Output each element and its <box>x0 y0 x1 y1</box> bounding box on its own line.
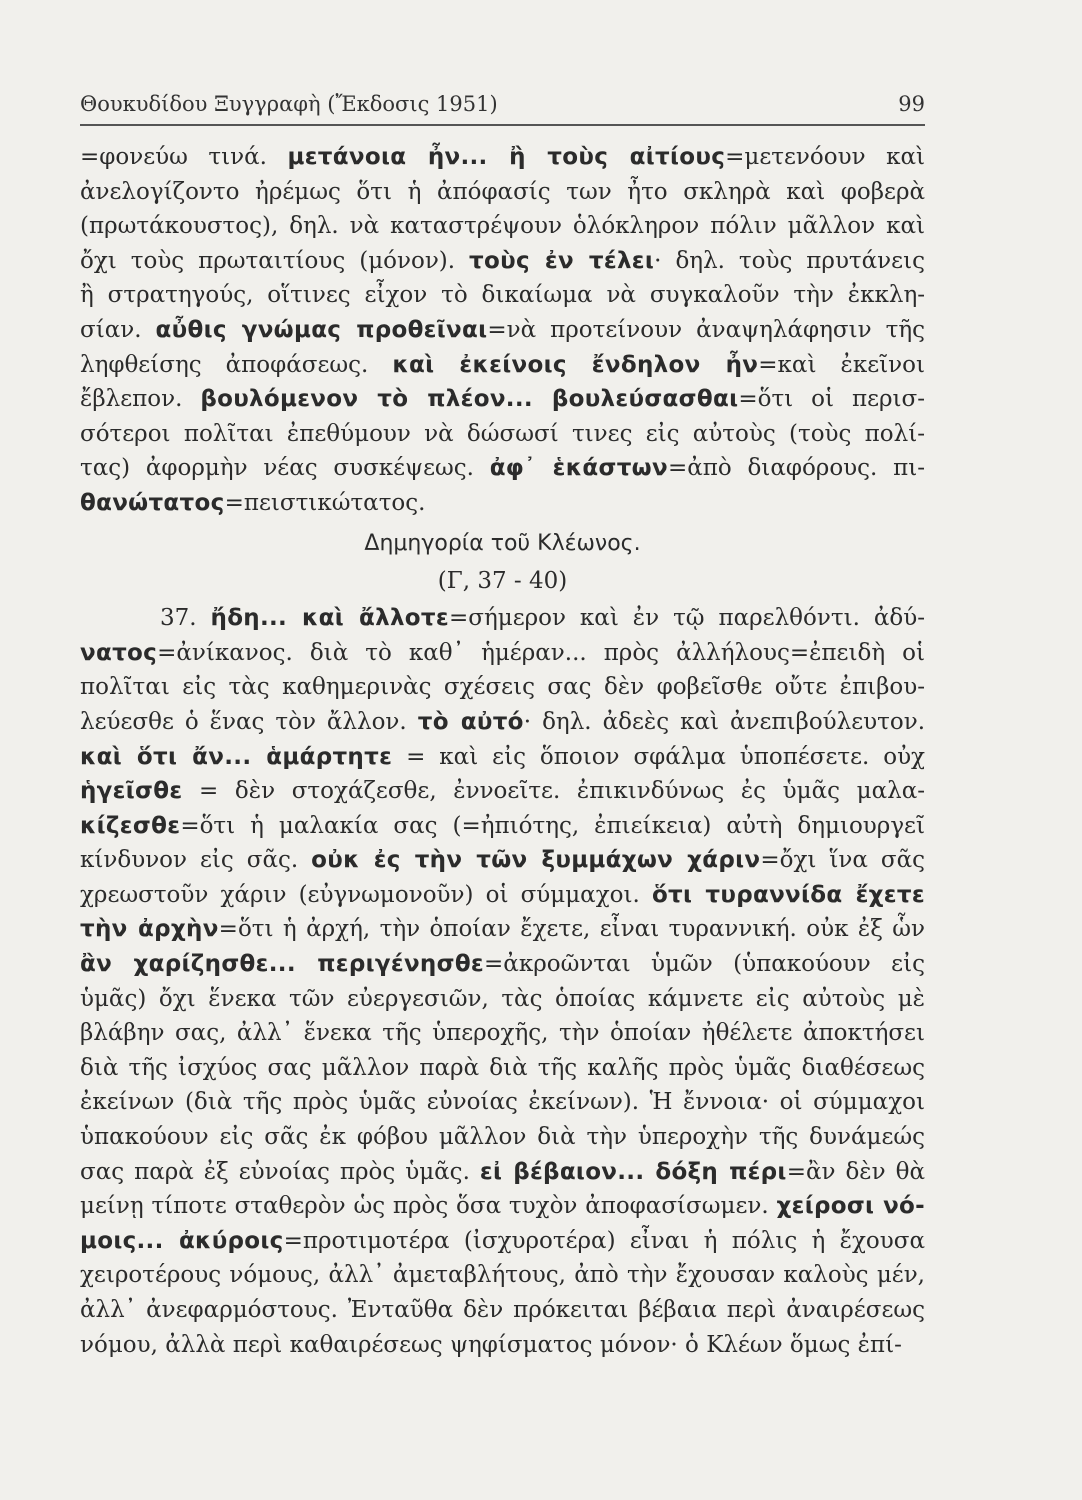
gloss: ἀνελογίζοντο ἠρέμως ὅτι ἡ ἀπόφασίς των ἦτο σκληρὰ καὶ φοβερὰ <box>80 178 925 205</box>
text-line <box>80 740 925 775</box>
lemma: εἰ βέβαιον... δόξη πέρι <box>479 1158 787 1185</box>
section-reference: (Γ, 37 - 40) <box>437 568 568 595</box>
text-line <box>80 1328 925 1363</box>
gloss: ὑμᾶς) ὄχι ἕνεκα τῶν εὐεργεσιῶν, τὰς ὁποίας κάμνετε εἰς αὐτοὺς μὲ <box>80 985 925 1012</box>
text-line <box>80 313 925 348</box>
gloss: =μετενόουν καὶ <box>725 144 925 170</box>
gloss: =ὅτι οἱ περισ- <box>738 386 925 413</box>
text-line <box>80 1293 925 1328</box>
text-line <box>80 601 925 636</box>
gloss: =σήμερον καὶ ἐν τῷ παρελθόντι. ἀδύ- <box>449 605 925 632</box>
lemma: τὸ αὐτό <box>417 708 524 735</box>
text-line <box>80 636 925 671</box>
lemma: αὖθις γνώμας προθεῖναι <box>155 316 488 343</box>
gloss: =νὰ προτείνουν ἀναψηλάφησιν τῆς <box>487 316 925 343</box>
gloss: · δηλ. ἀδεὲς καὶ ἀνεπιβούλευτον. <box>523 708 925 735</box>
gloss: ἀλλ᾽ ἀνεφαρμόστους. Ἐνταῦθα δὲν πρόκειται βέβαια περὶ ἀναιρέσεως <box>80 1297 925 1323</box>
gloss: ἢ στρατηγούς, οἵτινες εἶχον τὸ δικαίωμα νὰ συγκαλοῦν τὴν ἐκκλη- <box>80 282 925 309</box>
text-line <box>80 140 925 175</box>
gloss: νόμου, ἀλλὰ περὶ καθαιρέσεως ψηφίσματος μόνον· ὁ Κλέων ὅμως ἐπί- <box>80 1331 902 1358</box>
gloss: (πρωτάκουστος), δηλ. νὰ καταστρέψουν ὁλόκληρον πόλιν μᾶλλον καὶ <box>80 213 925 240</box>
gloss: μείνῃ τίποτε σταθερὸν ὡς πρὸς ὅσα τυχὸν ἀποφασίσωμεν. <box>80 1193 777 1220</box>
text-line <box>80 1051 925 1086</box>
page-header <box>80 92 925 116</box>
gloss: ὑπακούουν εἰς σᾶς ἐκ φόβου μᾶλλον διὰ τὴν ὑπεροχὴν τῆς δυνάμεώς <box>80 1124 925 1151</box>
gloss: σίαν. <box>80 316 156 343</box>
lemma: χείροσι νό- <box>776 1193 925 1220</box>
gloss: 37. <box>160 605 211 632</box>
text-line <box>80 348 925 383</box>
gloss: · δηλ. τοὺς πρυτάνεις <box>654 247 925 274</box>
lemma: νατος <box>80 639 158 666</box>
text-line <box>80 774 925 809</box>
gloss: =ἀνίκανος. διὰ τὸ καθ᾽ ἡμέραν... πρὸς ἀλλήλους=ἐπειδὴ οἱ <box>157 639 925 666</box>
paragraph-commentary-1 <box>80 140 925 521</box>
gloss: = καὶ εἰς ὅποιον σφάλμα ὑποπέσετε. οὐχ <box>392 743 925 770</box>
lemma: ὅτι τυραννίδα ἔχετε <box>651 881 925 908</box>
text-line <box>80 1224 925 1259</box>
gloss: λεύεσθε ὁ ἕνας τὸν ἄλλον. <box>80 708 418 735</box>
gloss: ἐκείνων (διὰ τῆς πρὸς ὑμᾶς εὐνοίας ἐκείνων). Ἡ ἔννοια· οἱ σύμμαχοι <box>80 1089 925 1116</box>
lemma: οὐκ ἐς τὴν τῶν ξυμμάχων χάριν <box>311 847 761 874</box>
gloss: =ἀκροῶνται ὑμῶν (ὑπακούουν εἰς <box>484 951 925 978</box>
lemma: ἤδη... καὶ ἄλλοτε <box>210 605 449 632</box>
gloss: χρεωστοῦν χάριν (εὐγνωμονοῦν) οἱ σύμμαχοι. <box>80 881 652 908</box>
text-line <box>80 843 925 878</box>
lemma: κίζεσθε <box>80 812 181 839</box>
lemma: καὶ ἐκείνοις ἔνδηλον ἦν <box>392 351 759 378</box>
text-line <box>80 912 925 947</box>
text-line <box>80 670 925 705</box>
lemma: βουλόμενον τὸ πλέον... βουλεύσασθαι <box>200 386 739 413</box>
section-title: Δημηγορία τοῦ Κλέωνος. <box>364 530 641 556</box>
text-line <box>80 1155 925 1190</box>
lemma: ἀφ᾽ ἑκάστων <box>489 455 668 482</box>
lemma: καὶ ὅτι ἄν... ἁμάρτητε <box>80 743 393 770</box>
text-line <box>80 1085 925 1120</box>
lemma: ἡγεῖσθε <box>80 778 183 805</box>
gloss: τας) ἀφορμὴν νέας συσκέψεως. <box>80 455 490 482</box>
lemma: θανώτατος <box>80 489 225 516</box>
lemma: τὴν ἀρχὴν <box>80 916 219 943</box>
gloss: ληφθείσης ἀποφάσεως. <box>80 351 393 378</box>
gloss: χειροτέρους νόμους, ἀλλ᾽ ἀμεταβλήτους, ἀπὸ τὴν ἔχουσαν καλοὺς μέν, <box>80 1262 925 1289</box>
text-line <box>80 451 925 486</box>
gloss: κίνδυνον εἰς σᾶς. <box>80 847 312 874</box>
gloss: ἔβλεπον. <box>80 386 201 413</box>
text-line <box>80 982 925 1017</box>
text-line <box>80 382 925 417</box>
gloss: σότεροι πολῖται ἐπεθύμουν νὰ δώσωσί τινες εἰς αὐτοὺς (τοὺς πολί- <box>80 420 925 447</box>
gloss: βλάβην σας, ἀλλ᾽ ἕνεκα τῆς ὑπεροχῆς, τὴν ὁποίαν ἠθέλετε ἀποκτήσει <box>80 1020 925 1047</box>
text-line <box>80 209 925 244</box>
text-line <box>80 278 925 313</box>
gloss: =ἂν δὲν θὰ <box>786 1158 925 1185</box>
text-line <box>80 878 925 913</box>
text-line <box>80 809 925 844</box>
page-body <box>80 140 925 1362</box>
text-line <box>80 244 925 279</box>
text-line <box>80 1258 925 1293</box>
gloss: πολῖται εἰς τὰς καθημερινὰς σχέσεις σας δὲν φοβεῖσθε οὔτε ἐπιβου- <box>80 674 925 701</box>
paragraph-commentary-2 <box>80 601 925 1362</box>
gloss: ὄχι τοὺς πρωταιτίους (μόνον). <box>80 247 470 274</box>
text-line <box>80 1189 925 1224</box>
gloss: σας παρὰ ἐξ εὐνοίας πρὸς ὑμᾶς. <box>80 1158 480 1185</box>
gloss: =προτιμοτέρα (ἰσχυροτέρα) εἶναι ἡ πόλις ἡ ἔχουσα <box>283 1227 925 1254</box>
page-number: 99 <box>898 92 925 116</box>
gloss: =πειστικώτατος. <box>224 489 426 516</box>
text-line <box>80 417 925 452</box>
gloss: =ὅτι ἡ ἀρχή, τὴν ὁποίαν ἔχετε, εἶναι τυραννική. οὐκ ἐξ ὧν <box>218 916 925 943</box>
gloss: =φονεύω τινά. <box>80 144 288 170</box>
gloss: = δὲν στοχάζεσθε, ἐννοεῖτε. ἐπικινδύνως ἐς ὑμᾶς μαλα- <box>182 778 925 805</box>
text-line <box>80 705 925 740</box>
gloss: διὰ τῆς ἰσχύος σας μᾶλλον παρὰ διὰ τῆς καλῆς πρὸς ὑμᾶς διαθέσεως <box>80 1054 925 1081</box>
gloss: =ἀπὸ διαφόρους. πι- <box>667 455 925 482</box>
text-line <box>80 486 925 521</box>
lemma: μετάνοια ἦν... ἢ τοὺς αἰτίους <box>287 144 726 170</box>
text-line <box>80 1016 925 1051</box>
lemma: μοις... ἀκύροις <box>80 1227 284 1254</box>
lemma: ἂν χαρίζησθε... περιγένησθε <box>80 951 485 978</box>
header-rule <box>80 124 925 126</box>
lemma: τοὺς ἐν τέλει <box>469 247 655 274</box>
text-line <box>80 947 925 982</box>
gloss: =καὶ ἐκεῖνοι <box>758 351 925 378</box>
gloss: =ὅτι ἡ μαλακία σας (=ἠπιότης, ἐπιείκεια) αὐτὴ δημιουργεῖ <box>180 812 925 839</box>
gloss: =ὄχι ἵνα σᾶς <box>760 847 925 874</box>
running-title: Θουκυδίδου Ξυγγραφὴ (Ἔκδοσις 1951) <box>80 92 498 116</box>
text-line <box>80 175 925 210</box>
text-line <box>80 1120 925 1155</box>
